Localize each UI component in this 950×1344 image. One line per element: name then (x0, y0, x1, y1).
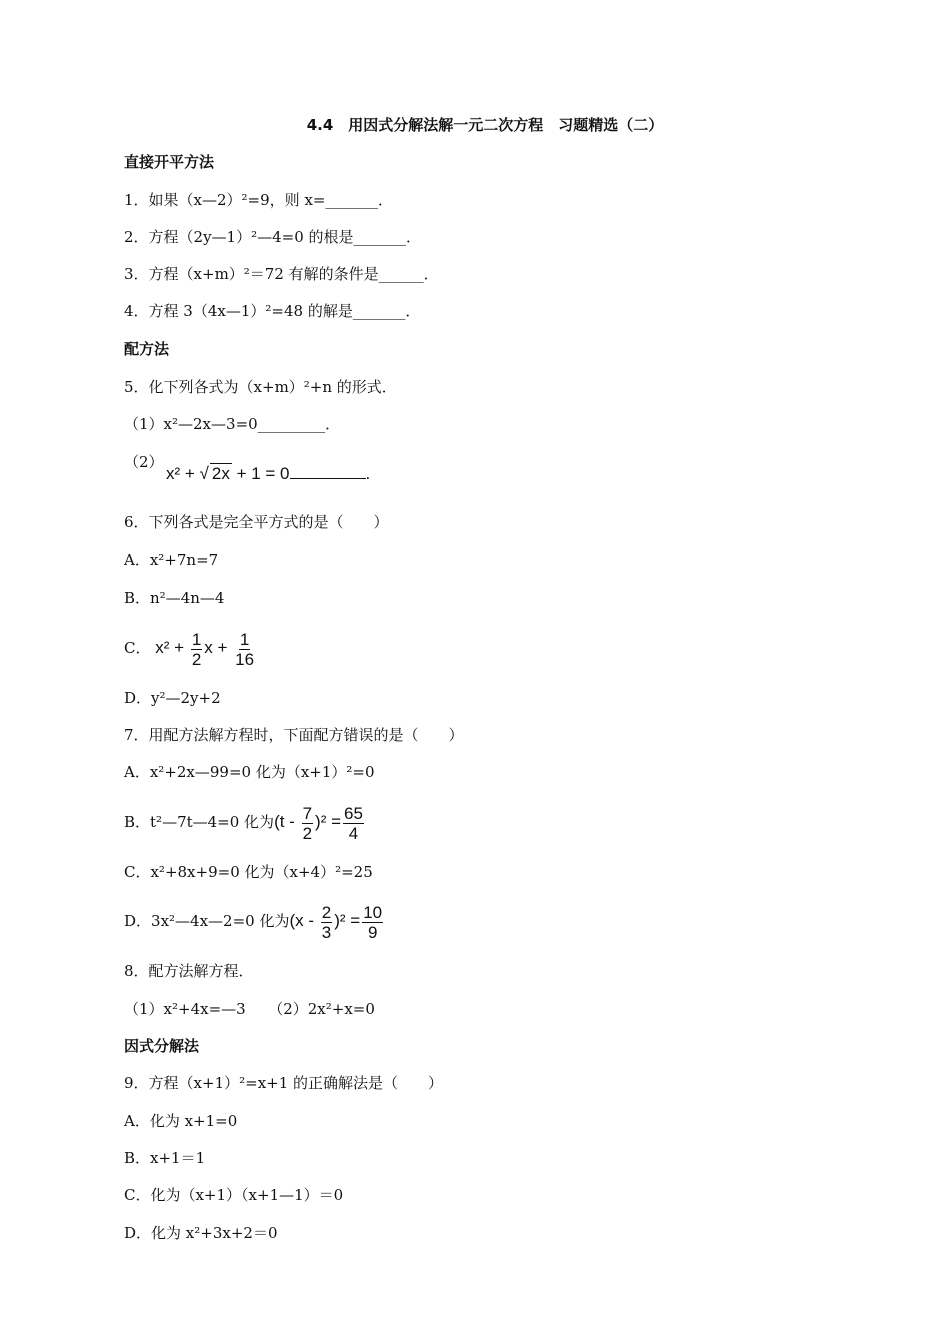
option-6-d: D．y²—2y+2 (124, 689, 221, 707)
fraction-numerator: 7 (302, 803, 313, 823)
answer-blank (290, 478, 366, 479)
option-7-a: A．x²+2x—99=0 化为（x+1）²=0 (124, 763, 375, 781)
section-heading-factorization: 因式分解法 (124, 1037, 200, 1055)
question-2: 2．方程（2y—1）²—4=0 的根是_______． (124, 228, 422, 246)
option-9-a: A．化为 x+1=0 (124, 1112, 238, 1130)
option-7-b (124, 800, 366, 844)
section-heading-completing-square: 配方法 (124, 340, 170, 358)
sqrt-radicand: 2x (211, 464, 230, 483)
fraction-numerator: 1 (239, 629, 250, 649)
eq-x-squared: x² + (166, 464, 200, 483)
fraction-half (191, 630, 202, 669)
fraction-sixteenth (234, 630, 255, 669)
fraction-denominator: 9 (367, 922, 378, 942)
fraction-numerator: 1 (191, 629, 202, 649)
question-3: 3．方程（x+m）²＝72 有解的条件是______． (124, 265, 439, 283)
question-9: 9．方程（x+1）²=x+1 的正确解法是（ ） (124, 1074, 444, 1092)
fraction-numerator: 65 (344, 803, 363, 823)
option-text: B．t²—7t—4=0 化为 (124, 813, 275, 831)
section-heading-direct-root: 直接开平方法 (124, 153, 215, 171)
option-7-d (124, 899, 385, 943)
question-5-part-2-label: （2） (124, 453, 164, 471)
question-8-parts: （1）x²+4x=—3 （2）2x²+x=0 (124, 1000, 375, 1018)
page-title: 4.4 用因式分解法解一元二次方程 习题精选（二） (306, 116, 664, 134)
eq-lead: (x - (289, 911, 319, 930)
fraction-denominator: 4 (348, 823, 359, 843)
option-text: D．3x²—4x—2=0 化为 (124, 912, 290, 930)
fraction-right (362, 903, 383, 942)
eq-lead: x² + (155, 638, 189, 657)
option-9-d: D．化为 x²+3x+2＝0 (124, 1224, 278, 1242)
option-9-c: C．化为（x+1）（x+1—1）＝0 (124, 1186, 344, 1204)
fraction-right (343, 804, 364, 843)
fraction-numerator: 10 (363, 902, 383, 922)
eq-mid: x + (204, 638, 233, 657)
fraction-denominator: 2 (191, 649, 202, 669)
fraction-numerator: 2 (321, 902, 332, 922)
question-1: 1．如果（x—2）²=9，则 x=_______． (124, 191, 393, 209)
fraction-left (302, 804, 313, 843)
option-label: C． (124, 639, 151, 657)
fraction-denominator: 2 (302, 823, 313, 843)
eq-tail: + 1 = 0 (231, 464, 290, 483)
question-8: 8．配方法解方程． (124, 962, 254, 980)
fraction-denominator: 16 (235, 649, 255, 669)
question-6: 6．下列各式是完全平方式的是（ ） (124, 513, 389, 531)
fraction-denominator: 3 (321, 922, 332, 942)
question-5: 5．化下列各式为（x+m）²+n 的形式． (124, 378, 397, 396)
question-5-part-1: （1）x²—2x—3=0_________． (124, 415, 341, 433)
question-5-part-2-equation: x² + √ 2x + 1 = 0 . (166, 464, 371, 483)
fraction-left (321, 903, 332, 942)
question-7: 7．用配方法解方程时，下面配方错误的是（ ） (124, 726, 464, 744)
option-6-b: B．n²—4n—4 (124, 589, 225, 607)
option-7-c: C．x²+8x+9=0 化为（x+4）²=25 (124, 863, 373, 881)
option-6-c (124, 626, 257, 670)
option-9-b: B．x+1＝1 (124, 1149, 206, 1167)
option-6-a: A．x²+7n=7 (124, 551, 219, 569)
eq-close: )² = (315, 812, 342, 831)
eq-close: )² = (334, 911, 361, 930)
eq-lead: (t - (274, 812, 300, 831)
question-4: 4．方程 3（4x—1）²=48 的解是_______． (124, 302, 421, 320)
